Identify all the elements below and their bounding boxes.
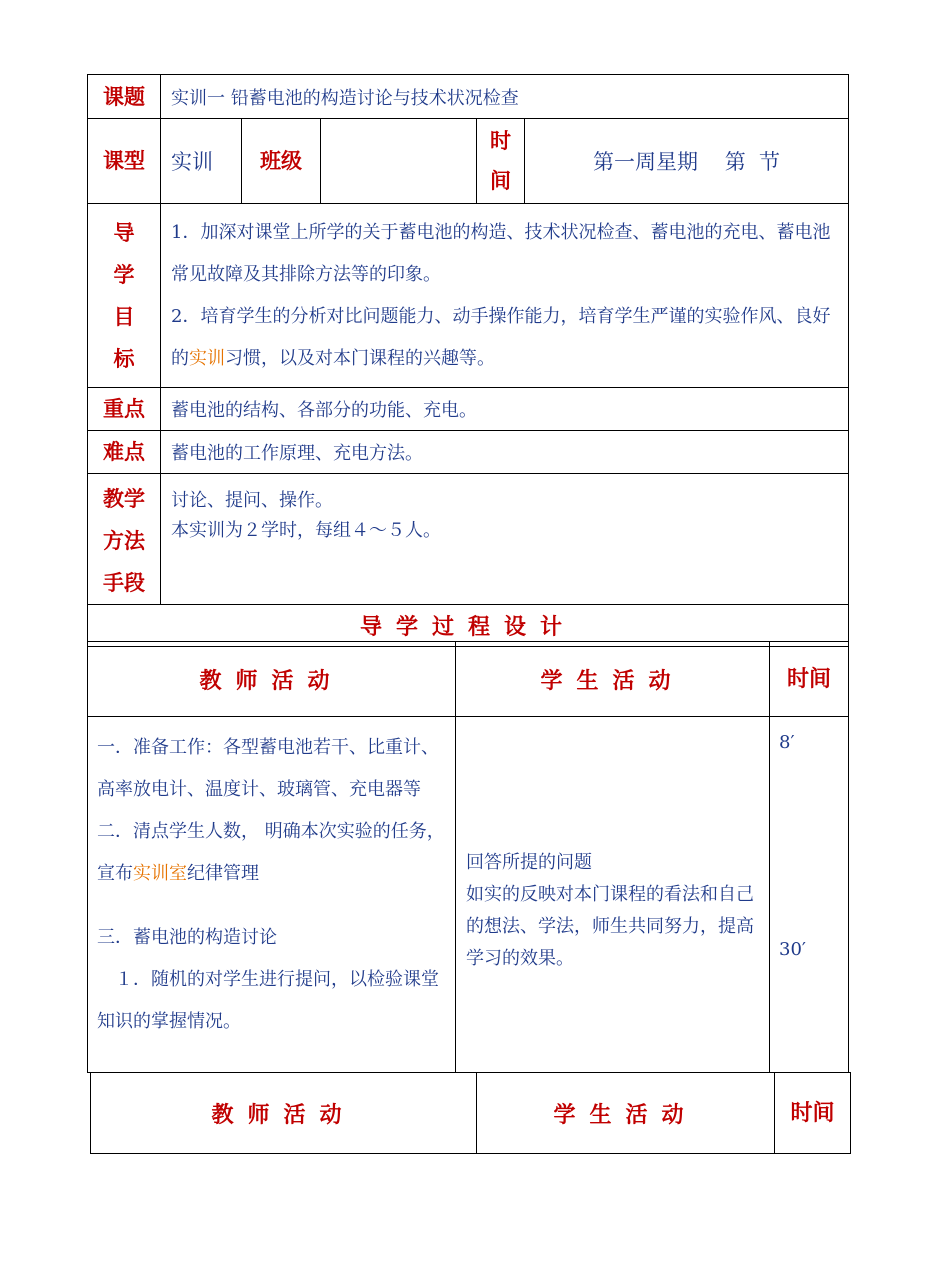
teacher-activity-header: 教师活动 — [88, 642, 456, 717]
student-activity-header-2: 学生活动 — [477, 1073, 775, 1154]
methods-line-2: 本实训为２学时，每组４～５人。 — [171, 520, 441, 541]
student-activity-header: 学生活动 — [456, 642, 770, 717]
student-line-1: 回答所提的问题 — [466, 852, 592, 873]
type-label: 课型 — [88, 119, 161, 204]
time-header-2: 时间 — [775, 1073, 851, 1154]
objective-1: 1．加深对课堂上所学的关于蓄电池的构造、技术状况检查、蓄电池的充电、蓄电池常见故障及其排除方法等的印象。 — [171, 222, 831, 285]
subject-label: 课题 — [88, 75, 161, 119]
time-label: 时间 — [477, 119, 525, 204]
subject-row — [88, 75, 849, 119]
lesson-info-table — [87, 74, 849, 647]
time-value: 第一周星期 第 节 — [525, 119, 849, 204]
type-value: 实训 — [161, 119, 242, 204]
key-points-row — [88, 388, 849, 431]
time-header: 时间 — [770, 642, 849, 717]
difficulties-value: 蓄电池的工作原理、充电方法。 — [161, 431, 849, 474]
activity-times — [770, 717, 849, 1073]
time-2: 30′ — [779, 939, 806, 960]
class-value — [321, 119, 477, 204]
class-label: 班级 — [242, 119, 321, 204]
highlight-shixun: 实训 — [189, 348, 225, 369]
highlight-shixunshi: 实训室 — [133, 863, 187, 884]
activity-table-continued — [90, 1072, 851, 1154]
student-line-2: 如实的反映对本门课程的看法和自己的想法、学法，师生共同努力，提高学习的效果。 — [466, 884, 754, 969]
methods-value — [161, 474, 849, 605]
methods-line-1: 讨论、提问、操作。 — [171, 490, 333, 511]
student-activities — [456, 717, 770, 1073]
subject-value: 实训一 铅蓄电池的构造讨论与技术状况检查 — [161, 75, 849, 119]
methods-label: 教学 方法 手段 — [88, 474, 161, 605]
difficulties-label: 难点 — [88, 431, 161, 474]
teacher-item-3: 三．蓄电池的构造讨论 — [97, 927, 277, 948]
activity-header-row-2 — [91, 1073, 851, 1154]
objective-2: 2．培育学生的分析对比问题能力、动手操作能力，培育学生严谨的实验作风、良好的实训习惯，以及对本门课程的兴趣等。 — [171, 306, 831, 369]
teacher-activities — [88, 717, 456, 1073]
methods-row — [88, 474, 849, 605]
objectives-row — [88, 204, 849, 388]
activity-body-row — [88, 717, 849, 1073]
key-points-value: 蓄电池的结构、各部分的功能、充电。 — [161, 388, 849, 431]
teacher-item-3-1: １．随机的对学生进行提问，以检验课堂知识的掌握情况。 — [97, 969, 439, 1032]
teacher-item-1: 一．准备工作：各型蓄电池若干、比重计、高率放电计、温度计、玻璃管、充电器等 — [97, 737, 439, 800]
type-row — [88, 119, 849, 204]
objectives-label: 导学目标 — [88, 204, 161, 388]
key-points-label: 重点 — [88, 388, 161, 431]
teacher-item-2: 二．清点学生人数， 明确本次实验的任务，宣布实训室纪律管理 — [97, 821, 445, 884]
activity-table — [87, 641, 849, 1073]
time-1: 8′ — [779, 732, 795, 753]
teacher-activity-header-2: 教师活动 — [91, 1073, 477, 1154]
process-title: 导学过程设计 — [88, 605, 849, 647]
difficulties-row — [88, 431, 849, 474]
activity-header-row — [88, 642, 849, 717]
